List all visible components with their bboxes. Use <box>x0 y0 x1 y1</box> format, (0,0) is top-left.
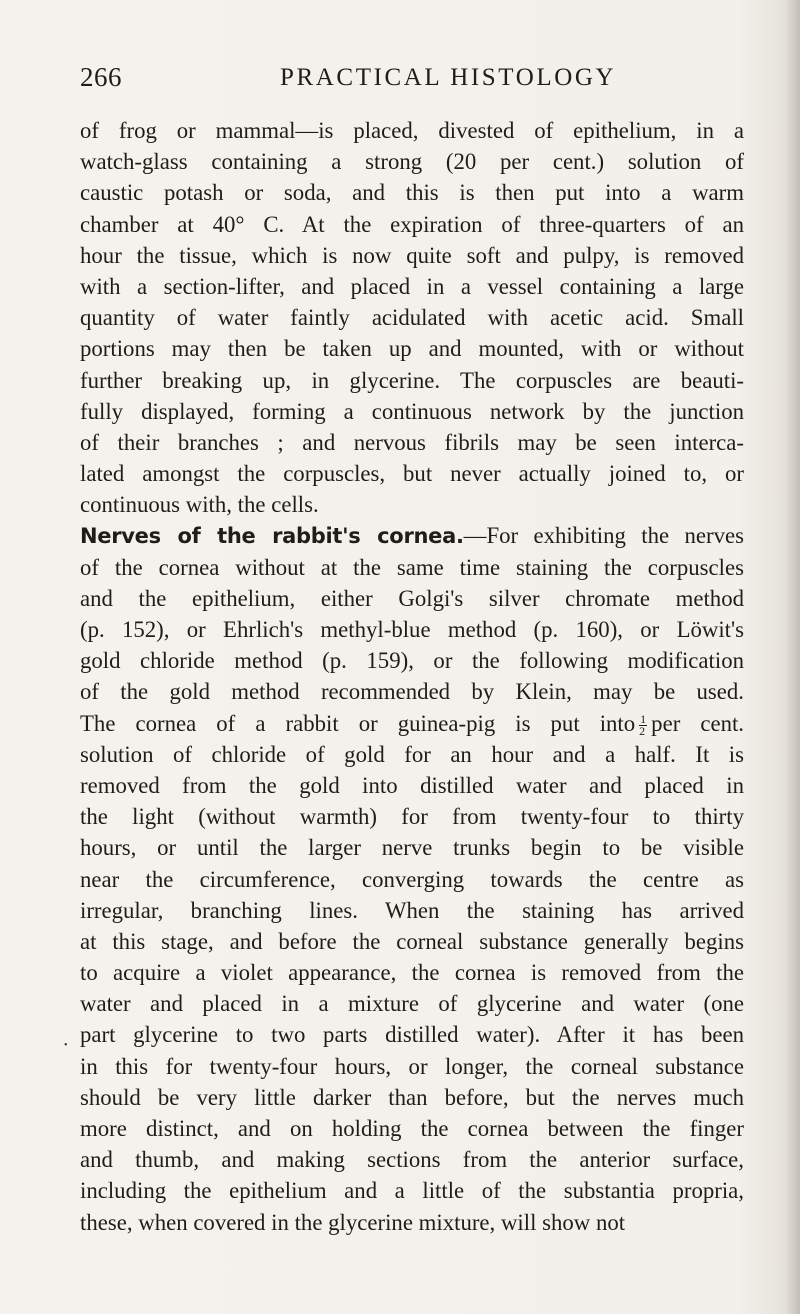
text-line: removed from the gold into distilled water and placed in <box>80 772 744 798</box>
text-line: hour the tissue, which is now quite soft and pulpy, is removed <box>80 242 744 268</box>
text-line: gold chloride method (p. 159), or the following modification <box>80 648 744 674</box>
text-line: should be very little darker than before, but the nerves much <box>80 1084 744 1110</box>
text-line: to acquire a violet appearance, the cornea is removed from the <box>80 960 744 986</box>
text-line: of the cornea without at the same time staining the corpuscles <box>80 554 744 580</box>
text-line: of frog or mammal—is placed, divested of epithelium, in a <box>80 118 744 143</box>
text-line: including the epithelium and a little of the substantia propria, <box>80 1178 744 1204</box>
text-line: and thumb, and making sections from the anterior surface, <box>80 1147 744 1173</box>
page-edge-shadow <box>786 0 800 1314</box>
text-line: in this for twenty-four hours, or longer, the corneal substance <box>80 1053 744 1079</box>
section-first-line-rest: —For exhibiting the nerves <box>463 523 744 549</box>
text-line: solution of chloride of gold for an hour and a half. It is <box>80 741 744 767</box>
fraction-denominator: 2 <box>639 723 646 738</box>
text-line: of their branches ; and nervous fibrils may be seen interca- <box>80 429 744 455</box>
section-heading: Nerves of the rabbit's cornea. <box>80 524 464 549</box>
running-head: PRACTICAL HISTOLOGY <box>280 64 617 91</box>
page-number: 266 <box>80 62 122 92</box>
text-line: (p. 152), or Ehrlich's methyl-blue method (p. 160), or Löwit's <box>80 617 744 642</box>
text-line: of the gold method recommended by Klein, may be used. <box>80 679 744 705</box>
text-line: these, when covered in the glycerine mixture, will show not <box>80 1209 626 1235</box>
text-line: lated amongst the corpuscles, but never actually joined to, or <box>80 461 744 487</box>
text-line: water and placed in a mixture of glycerine and water (one <box>80 991 744 1017</box>
text-line: chamber at 40° C. At the expiration of three-quarters of an <box>80 211 744 237</box>
text-line: continuous with, the cells. <box>80 492 319 518</box>
text-line: caustic potash or soda, and this is then put into a warm <box>80 180 744 206</box>
fraction-line-after: per cent. <box>651 710 744 736</box>
text-line: and the epithelium, either Golgi's silver chromate method <box>80 585 744 611</box>
text-line: portions may then be taken up and mounted, with or without <box>80 336 744 362</box>
text-line: watch-glass containing a strong (20 per cent.) solution of <box>80 149 744 175</box>
fraction-line <box>80 708 744 739</box>
text-line: quantity of water faintly acidulated with acetic acid. Small <box>80 305 744 331</box>
text-line: near the circumference, converging towards the centre as <box>80 866 744 892</box>
text-line: at this stage, and before the corneal substance generally begins <box>80 928 744 954</box>
text-line: hours, or until the larger nerve trunks begin to be visible <box>80 835 744 861</box>
text-line: with a section-lifter, and placed in a vessel containing a large <box>80 273 744 299</box>
text-line: fully displayed, forming a continuous network by the junction <box>80 398 744 424</box>
body-text <box>80 115 744 1238</box>
text-line: irregular, branching lines. When the staining has arrived <box>80 897 744 923</box>
fraction-numerator: 1 <box>640 711 647 726</box>
half-fraction <box>639 711 647 738</box>
page-header <box>80 62 744 102</box>
text-line: part glycerine to two parts distilled water). After it has been <box>80 1022 744 1048</box>
text-line: the light (without warmth) for from twenty-four to thirty <box>80 804 744 830</box>
fraction-line-before: The cornea of a rabbit or guinea-pig is put into <box>80 710 636 736</box>
text-line: further breaking up, in glycerine. The corpuscles are beauti- <box>80 367 744 393</box>
text-line: more distinct, and on holding the cornea between the finger <box>80 1116 744 1141</box>
section-first-line <box>80 520 744 551</box>
print-speck: • <box>64 1040 68 1051</box>
